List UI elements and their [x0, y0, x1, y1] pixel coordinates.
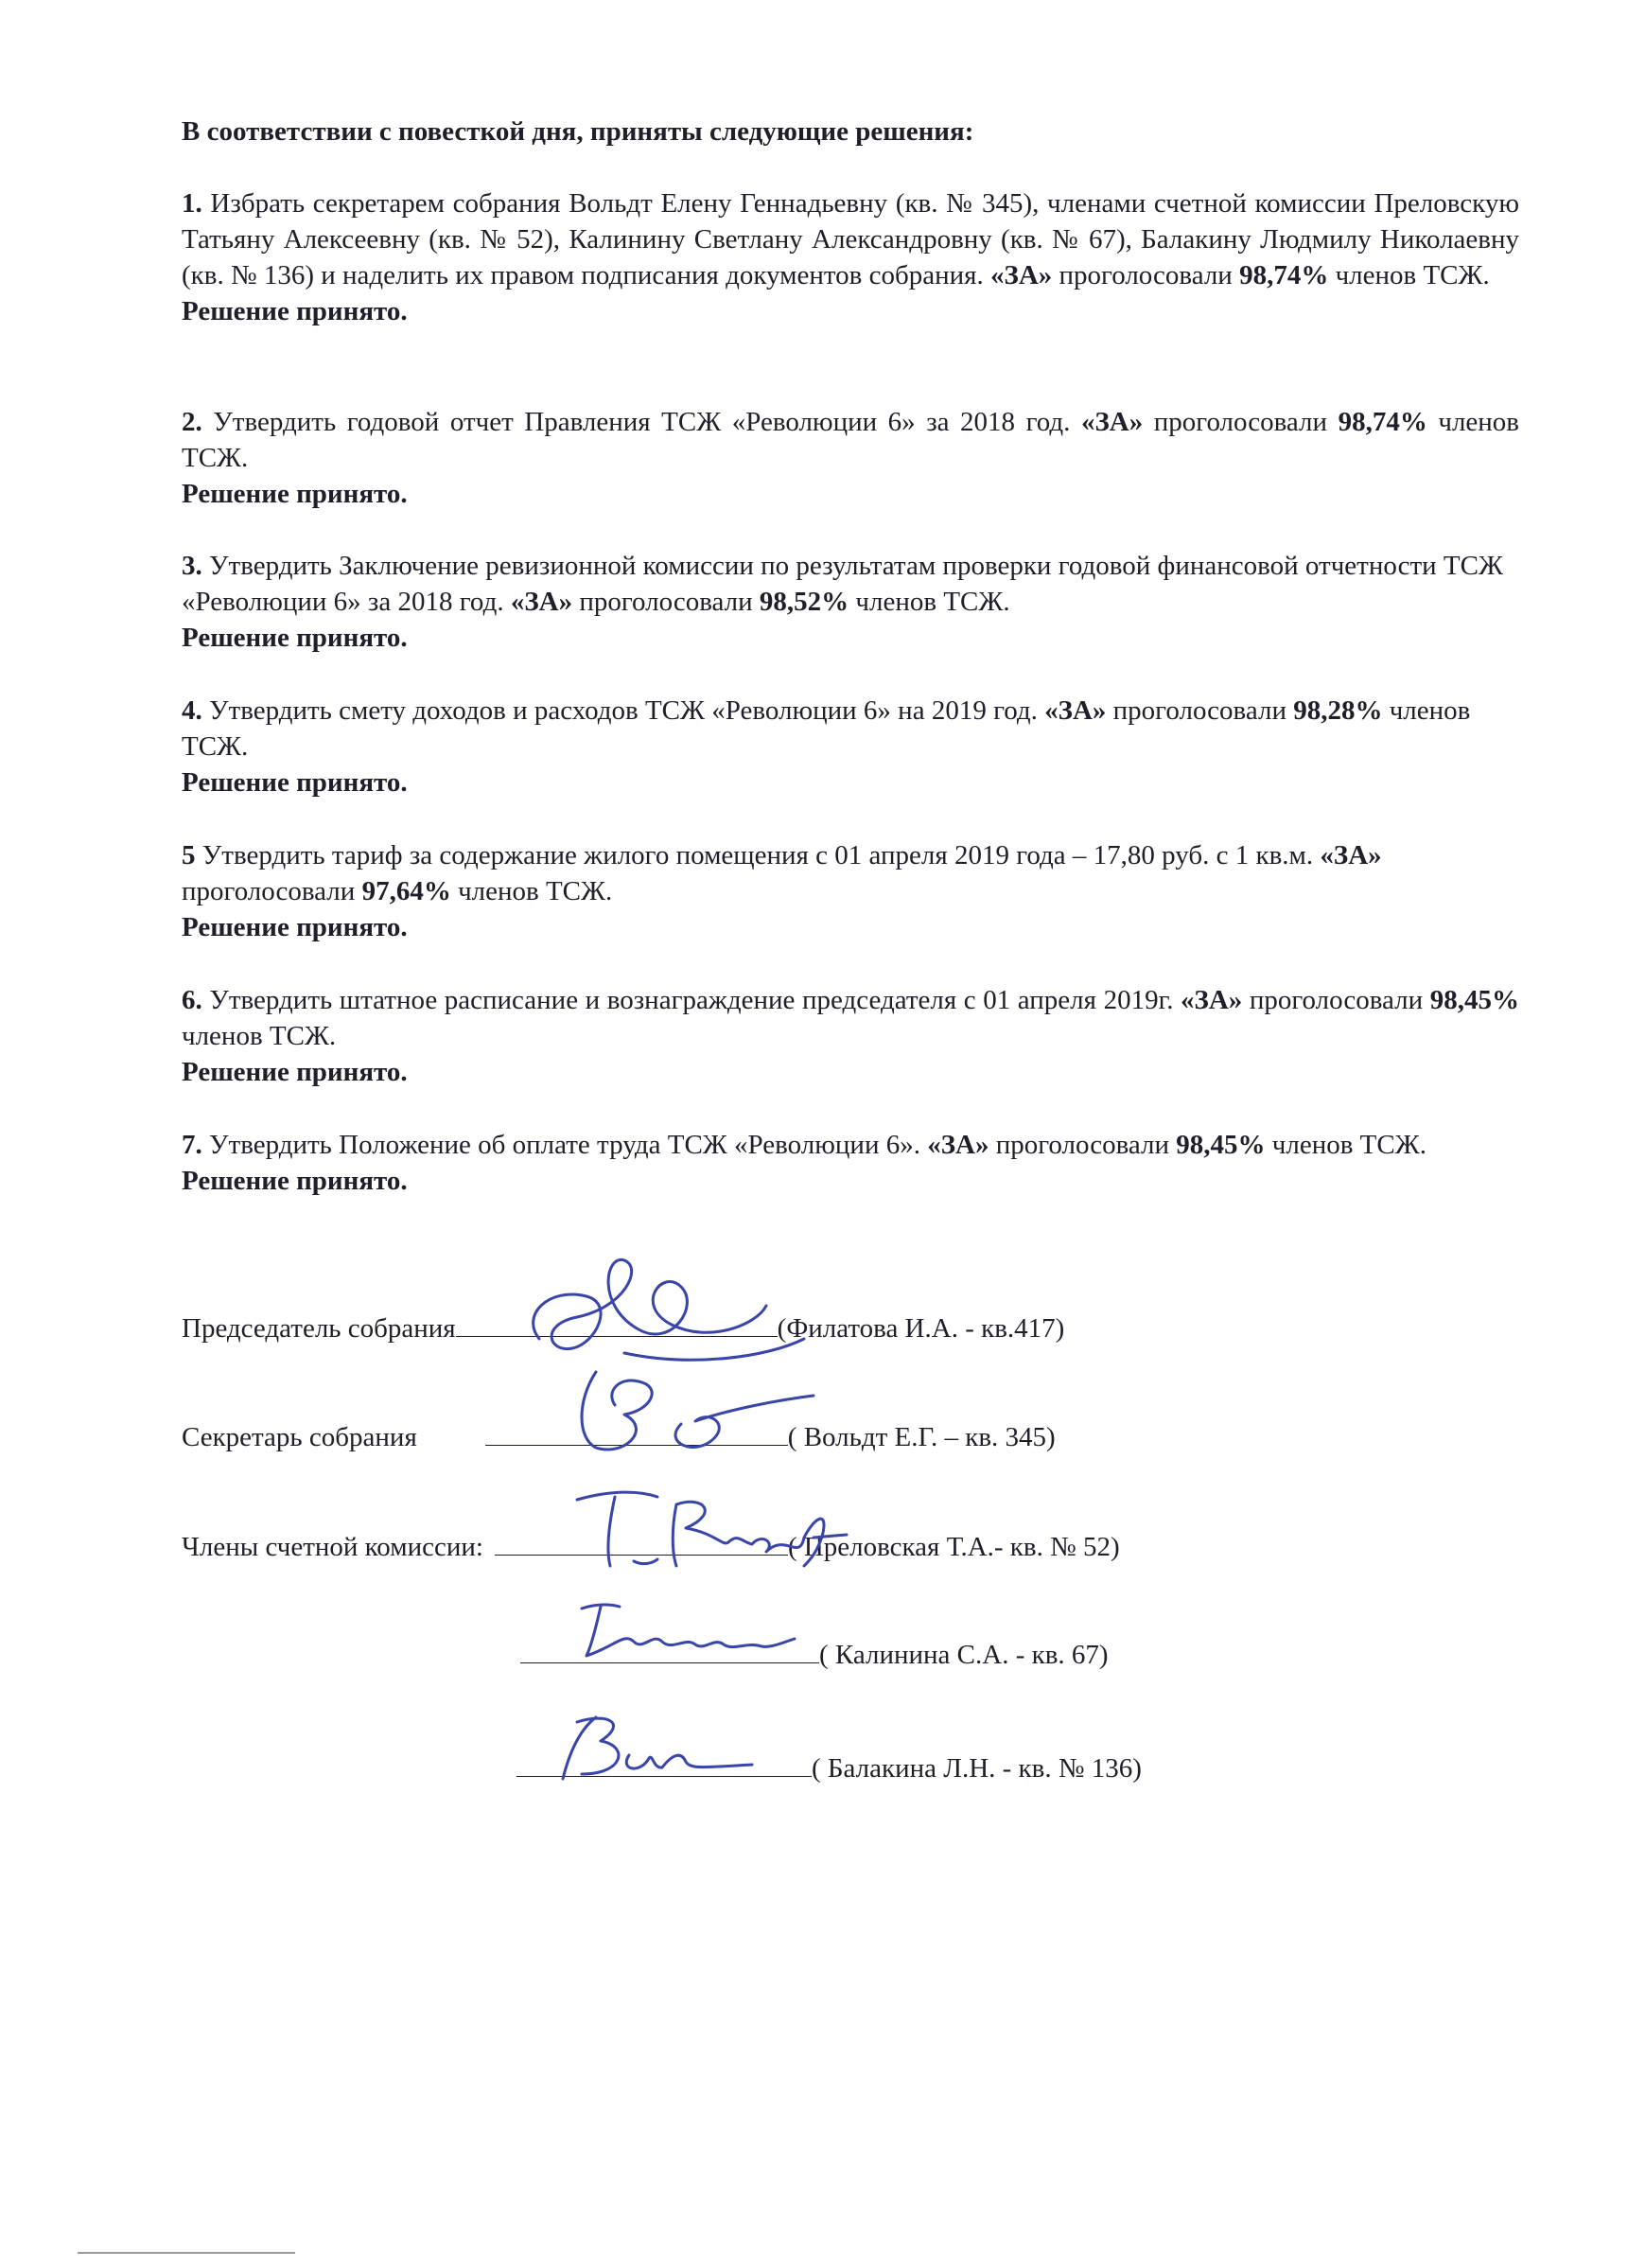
decision-text: Утвердить штатное расписание и вознаграждение председателя с 01 апреля 2019г.: [201, 985, 1181, 1015]
decisions-heading: В соответствии с повесткой дня, приняты следующие решения:: [182, 116, 974, 147]
signatory-name: (Филатова И.А. - кв.417): [777, 1313, 1065, 1344]
decision-text: проголосовали: [1143, 407, 1339, 437]
signatory-name: ( Балакина Л.Н. - кв. № 136): [812, 1753, 1142, 1784]
decision-text: членов ТСЖ.: [182, 695, 1471, 762]
vote-percentage: 97,64%: [361, 876, 451, 906]
signatory-name: ( Калинина С.А. - кв. 67): [819, 1640, 1109, 1670]
commission-signature-1: [563, 1476, 856, 1580]
decision-number: 3.: [182, 551, 202, 581]
decision-text: Утвердить Заключение ревизионной комиссии по результатам проверки годовой финансовой отчетности ТСЖ «Революции 6» за 2018 год.: [182, 551, 1503, 617]
decision-result: Решение принято.: [182, 1166, 408, 1196]
signatory-name: ( Преловская Т.А.- кв. № 52): [787, 1532, 1120, 1562]
vote-percentage: 98,28%: [1293, 695, 1383, 726]
vote-percentage: 98,45%: [1176, 1130, 1266, 1160]
decision-item-3: [182, 548, 1519, 656]
decision-number: 5: [182, 840, 196, 870]
decision-text: членов ТСЖ.: [1328, 260, 1490, 290]
signatory-role: Члены счетной комиссии:: [182, 1532, 483, 1562]
decision-text: проголосовали: [182, 876, 362, 906]
commission-signature-2: [558, 1590, 804, 1675]
decision-result: Решение принято.: [182, 296, 408, 326]
decision-text: проголосовали: [1052, 260, 1240, 290]
decision-result: Решение принято.: [182, 912, 408, 942]
decision-item-5: [182, 837, 1519, 945]
decision-text: проголосовали: [989, 1130, 1177, 1160]
secretary-signature: [539, 1353, 823, 1467]
decision-text: членов ТСЖ.: [849, 587, 1010, 617]
decision-result: Решение принято.: [182, 1057, 408, 1087]
signatory-role: Председатель собрания: [182, 1313, 456, 1344]
vote-for-label: «ЗА»: [510, 587, 573, 617]
decision-item-6: [182, 982, 1519, 1090]
decision-number: 6.: [182, 985, 202, 1015]
vote-for-label: «ЗА»: [927, 1130, 989, 1160]
decision-result: Решение принято.: [182, 479, 408, 509]
vote-percentage: 98,45%: [1429, 985, 1519, 1015]
decision-result: Решение принято.: [182, 767, 408, 798]
decision-text: проголосовали: [1242, 985, 1430, 1015]
decision-number: 4.: [182, 695, 202, 726]
vote-percentage: 98,52%: [759, 587, 849, 617]
decision-text: проголосовали: [1106, 695, 1294, 726]
decision-number: 7.: [182, 1130, 202, 1160]
vote-for-label: «ЗА»: [1044, 695, 1107, 726]
vote-percentage: 98,74%: [1239, 260, 1329, 290]
decision-text: членов ТСЖ.: [182, 1021, 337, 1051]
vote-for-label: «ЗА»: [1080, 407, 1144, 437]
decision-result: Решение принято.: [182, 623, 408, 653]
decision-text: Утвердить смету доходов и расходов ТСЖ «Революции 6» на 2019 год.: [201, 695, 1045, 726]
decision-item-7: [182, 1127, 1519, 1199]
decision-text: Утвердить тариф за содержание жилого помещения с 01 апреля 2019 года – 17,80 руб. с 1 кв.м.: [195, 840, 1321, 870]
decision-text: членов ТСЖ.: [182, 407, 1519, 473]
commission-signature-3: [539, 1703, 757, 1788]
vote-for-label: «ЗА»: [990, 260, 1053, 290]
decision-text: Избрать секретарем собрания Вольдт Елену Геннадьевну (кв. № 345), членами счетной комиссии Преловскую Татьяну Алексеевну (кв. № 52), Калинину Светлану Александровну (кв. № 67), Балакину Людмилу Николаевну (кв. № 136) и наделить их правом подписания документов собрания.: [182, 188, 1519, 290]
decision-item-2: [182, 404, 1519, 512]
decision-number: 1.: [182, 188, 202, 219]
vote-percentage: 98,74%: [1338, 407, 1427, 437]
vote-for-label: «ЗА»: [1181, 985, 1243, 1015]
signatory-role: Секретарь собрания: [182, 1422, 417, 1452]
decision-text: членов ТСЖ.: [450, 876, 613, 906]
decision-text: проголосовали: [572, 587, 760, 617]
scan-artifact-line: [78, 2252, 295, 2254]
vote-for-label: «ЗА»: [1320, 840, 1382, 870]
decision-item-4: [182, 693, 1519, 800]
decision-item-1: [182, 185, 1519, 329]
decision-number: 2.: [182, 407, 202, 437]
decision-text: Утвердить Положение об оплате труда ТСЖ «Революции 6».: [201, 1130, 928, 1160]
signatory-name: ( Вольдт Е.Г. – кв. 345): [787, 1422, 1056, 1452]
decision-text: членов ТСЖ.: [1265, 1130, 1426, 1160]
decision-text: Утвердить годовой отчет Правления ТСЖ «Революции 6» за 2018 год.: [201, 407, 1081, 437]
